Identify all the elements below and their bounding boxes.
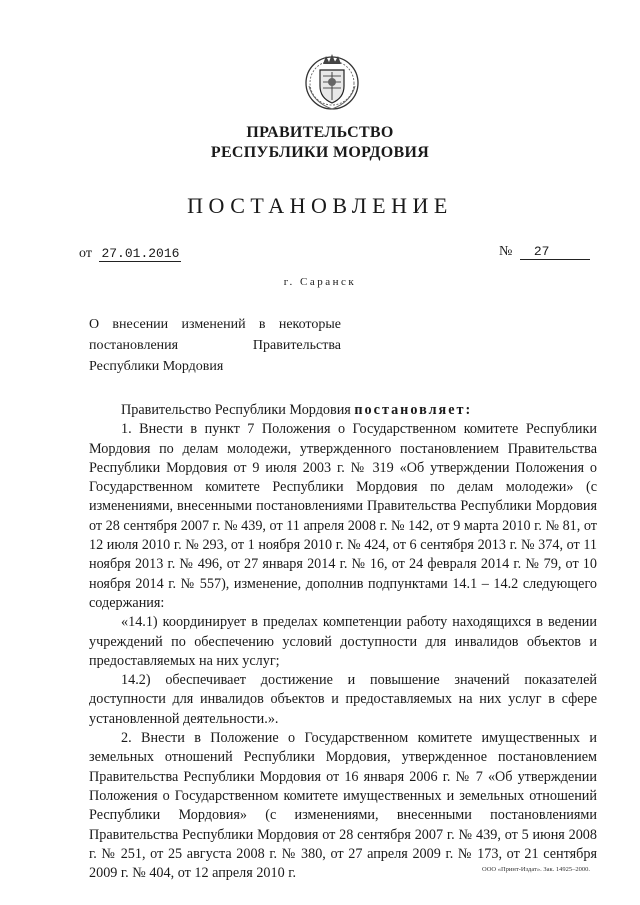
government-title-line1: ПРАВИТЕЛЬСТВО: [246, 124, 394, 141]
date-prefix: от: [79, 246, 92, 261]
document-number: [499, 244, 590, 260]
coat-of-arms-icon: [301, 50, 363, 112]
printer-note: ООО «Принт-Издат». Зак. 14925–2000.: [482, 866, 591, 873]
document-body: [89, 401, 597, 883]
document-subject: [89, 314, 341, 377]
item-1: 1. Внести в пункт 7 Положения о Государственном комитете Республики Мордовия по делам молодежи, утвержденного постановлением Правительства Республики Мордовия от 9 июля 2003 г. № 319 «Об утверждении Положения о Государственном комитете Республики Мордовия по делам молодежи» (с изменениями, внесенными постановлениями Правительства Республики Мордовия от 28 сентября 2007 г. № 439, от 11 апреля 2008 г. № 142, от 9 марта 2010 г. № 81, от 12 июля 2010 г. № 293, от 1 ноября 2010 г. № 424, от 6 сентября 2013 г. № 374, от 11 ноября 2013 г. № 496, от 27 января 2014 г. № 16, от 24 февраля 2014 г. № 79, от 10 ноября 2014 г. № 557), изменение, дополнив подпунктами 14.1 – 14.2 следующего содержания:: [89, 421, 597, 611]
number-value: 27: [520, 244, 590, 260]
document-date: [79, 246, 181, 262]
government-title-line2: РЕСПУБЛИКИ МОРДОВИЯ: [210, 144, 430, 161]
number-prefix: №: [499, 244, 513, 259]
date-value: 27.01.2016: [101, 246, 180, 261]
subject-line: О внесении изменений в некоторые: [89, 317, 341, 332]
resolves-word: постановляет:: [354, 402, 473, 418]
item-2: 2. Внести в Положение о Государственном комитете имущественных и земельных отношений Республики Мордовия, утвержденное постановлением Правительства Республики Мордовия от 16 января 2006 г. № 7 «Об утверждении Положения о Государственном комитете имущественных и земельных отношений Республики Мордовия» (с изменениями, внесенными постановлениями Правительства Республики Мордовия от 28 сентября 2007 г. № 439, от 5 июня 2008 г. № 251, от 25 августа 2008 г. № 380, от 27 апреля 2009 г. № 173, от 21 сентября 2009 г. № 404, от 12 апреля 2010 г.: [89, 730, 597, 882]
city: г. Саранск: [283, 276, 357, 288]
item-1-sub-2: 14.2) обеспечивает достижение и повышение значений показателей доступности для инвалидов объектов и предоставляемых на них услуг в сфере установленной деятельности.».: [89, 672, 597, 727]
intro-text: Правительство Республики Мордовия: [121, 402, 355, 418]
document-type: ПОСТАНОВЛЕНИЕ: [187, 193, 453, 218]
item-1-sub-1: «14.1) координирует в пределах компетенции работу находящихся в ведении учреждений по обеспечению условий доступности для инвалидов объектов и предоставляемых на них услуг;: [89, 614, 597, 669]
intro-paragraph: [89, 401, 597, 420]
subject-word: Правительства: [252, 338, 341, 353]
subject-line: Республики Мордовия: [89, 359, 224, 374]
subject-word: постановления: [89, 338, 179, 353]
subject-line: [89, 335, 341, 356]
